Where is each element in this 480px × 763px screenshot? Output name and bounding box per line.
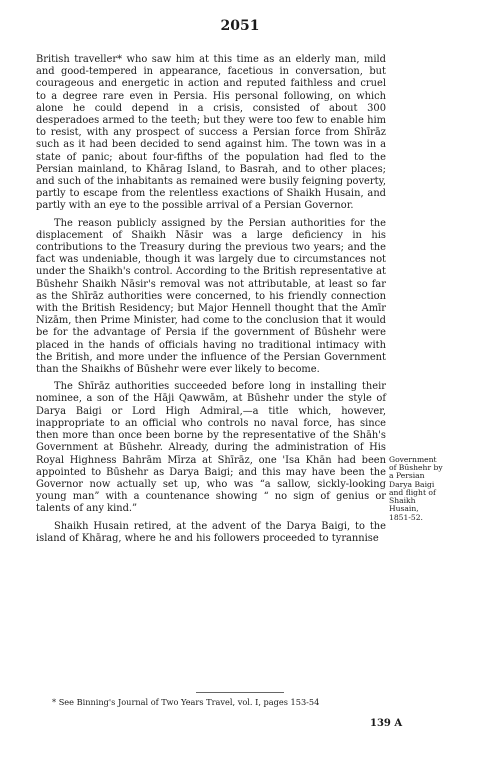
margin-note-text: Government of Būshehr by a Persian Darya Baigi and flight of Shaikh Husain, <box>389 455 443 514</box>
margin-note <box>389 456 445 523</box>
footnote: * See Binning's Journal of Two Years Travel, vol. I, pages 153-54 <box>52 697 320 707</box>
paragraph: The Shīrāz authorities succeeded before long in installing their nominee, a son of the Hāji Qawwām, at Būshehr under the style of Darya Baigi or Lord High Admiral,—a title which, however, inappropriate to an official who controls no naval force, has since then more than once been borne by the representative of the Shāh's Government at Būshehr. Already, during the administration of His Royal Highness Bahrām Mīrza at Shīrāz, one 'Isa Khān had been appointed to Būshehr as Darya Baigi; and this may have been the Governor now actually set up, who was “a sallow, sickly-looking young man” with a countenance showing “ no sign of genius or talents of any kind.” <box>36 381 386 515</box>
main-text <box>36 54 386 550</box>
paragraph: British traveller* who saw him at this time as an elderly man, mild and good-tempered in appearance, facetious in conversation, but courageous and energetic in action and reputed faithless and cruel to a degree rare even in Persia. His personal following, on which alone he could depend in a crisis, consisted of about 300 desperadoes armed to the teeth; but they were too few to enable him to resist, with any prospect of success a Persian force from Shīrāz such as it had been decided to send against him. The town was in a state of panic; about four-fifths of the population had fled to the Persian mainland, to Khārag Island, to Basrah, and to other places; and such of the inhabitants as remained were busily feigning poverty, partly to escape from the relentless exactions of Shaikh Husain, and partly with an eye to the possible arrival of a Persian Governor. <box>36 54 386 212</box>
paragraph: Shaikh Husain retired, at the advent of the Darya Baigi, to the island of Khārag, where he and his followers proceeded to tyrannise <box>36 520 386 544</box>
printer-signature: 139 A <box>370 718 403 729</box>
footnote-divider <box>196 692 284 693</box>
page-number: 2051 <box>220 18 260 34</box>
paragraph: The reason publicly assigned by the Persian authorities for the displacement of Shaikh Nāsir was a large deficiency in his contributions to the Treasury during the previous two years; and the fact was undeniable, though it was largely due to circumstances not under the Shaikh's control. According to the British representative at Būshehr Shaikh Nāsir's removal was not attributable, at least so far as the Shīrāz authorities were concerned, to his friendly connection with the British Residency; but Major Hennell thought that the Amīr Nizām, then Prime Minister, had come to the conclusion that it would be for the advantage of Persia if the government of Būshehr were placed in the hands of officials having no traditional intimacy with the British, and more under the influence of the Persian Government than the Shaikhs of Būshehr were ever likely to become. <box>36 217 386 376</box>
margin-note-date: 1851-52. <box>389 513 423 523</box>
